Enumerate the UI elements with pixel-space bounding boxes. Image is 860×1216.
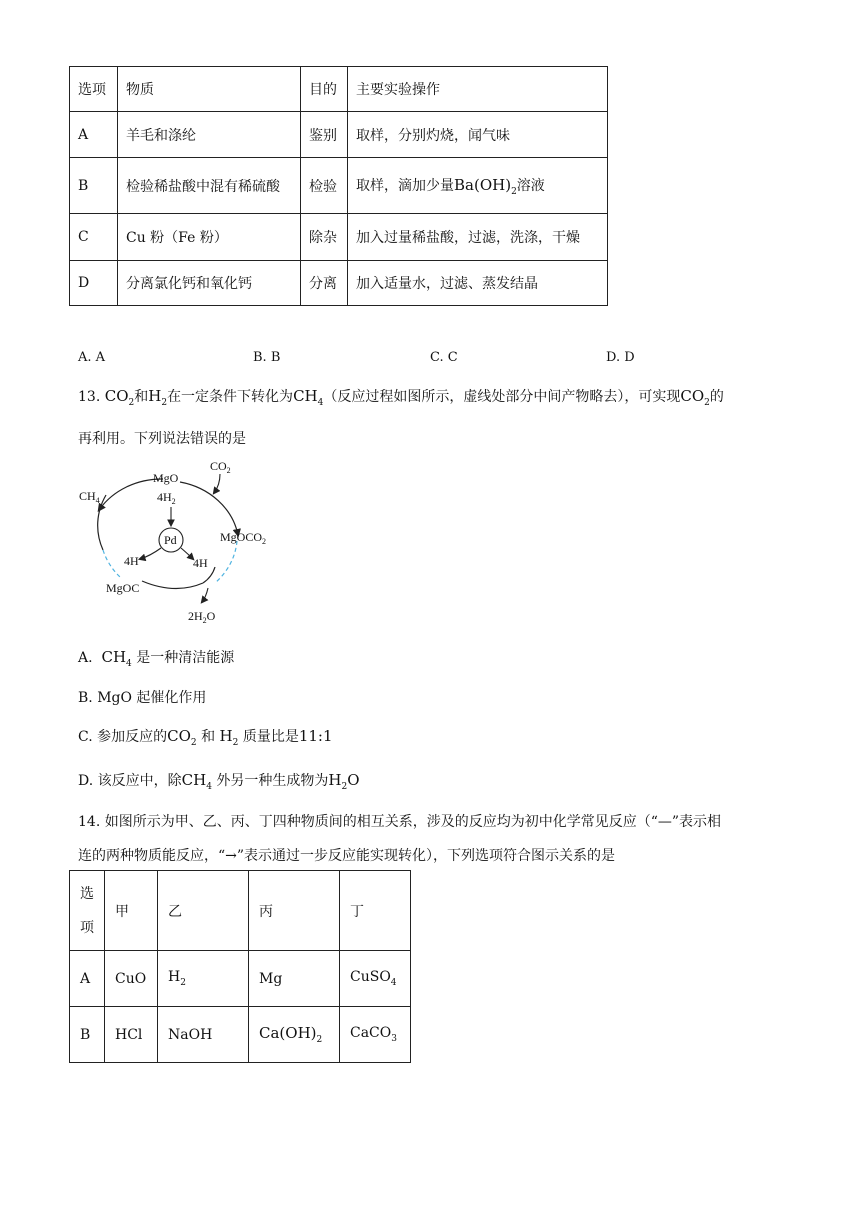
question12-table — [69, 66, 608, 306]
header-ding: 丁 — [340, 871, 411, 951]
subscript: 2 — [511, 186, 517, 197]
label-mgo: MgO — [153, 471, 179, 485]
label-2h2o: $2H_2O$ — [188, 609, 216, 625]
question13-stem: 13. $CO_2$和$H_2$在一定条件下转化为$CH_4$（反应过程如图所示，虚线处部分中间产物略去），可实现$CO_2$的 — [78, 387, 724, 408]
label-4h-left: 4H — [124, 554, 139, 568]
label-mgoc: MgOC — [106, 581, 140, 595]
label-mgoco2: MgOCO$_2$ — [220, 530, 267, 546]
row-option: B — [70, 1007, 105, 1063]
dashed-right — [215, 541, 237, 583]
label-4h2: $4H_2$ — [157, 490, 176, 506]
table-row — [70, 261, 608, 306]
cell-jia: HCl — [105, 1007, 158, 1063]
row-option: A — [70, 112, 118, 158]
option-a: A. A — [78, 350, 106, 365]
row-option: A — [70, 951, 105, 1007]
header-bing: 丙 — [249, 871, 340, 951]
header-purpose: 目的 — [301, 67, 348, 112]
dashed-left — [103, 550, 120, 577]
question13-stem-line2: 再利用。下列说法错误的是 — [78, 431, 246, 447]
co2-arrow — [214, 474, 220, 493]
table-row — [70, 214, 608, 261]
option-d: D. D — [606, 350, 635, 365]
row-purpose: 除杂 — [301, 214, 348, 261]
row-operation: 取样，分别灼烧，闻气味 — [348, 112, 608, 158]
op-text: 溶液 — [516, 177, 545, 194]
pd-right-arrow — [181, 548, 193, 559]
q13-option-a: A. $CH_4$ 是一种清洁能源 — [78, 648, 235, 669]
q13-option-b: B. MgO 起催化作用 — [78, 690, 207, 706]
cell-yi: NaOH — [158, 1007, 249, 1063]
row-substance: 分离氯化钙和氧化钙 — [118, 261, 301, 306]
option-b: B. B — [253, 350, 281, 365]
row-substance: 检验稀盐酸中混有稀硫酸 — [118, 158, 301, 214]
row-operation: 加入适量水，过滤、蒸发结晶 — [348, 261, 608, 306]
table-row — [70, 158, 608, 214]
row-option: B — [70, 158, 118, 214]
row-purpose: 鉴别 — [301, 112, 348, 158]
row-operation: 加入过量稀盐酸，过滤，洗涤，干燥 — [348, 214, 608, 261]
row-option: C — [70, 214, 118, 261]
table-header-row — [70, 67, 608, 112]
op-text: 取样，滴加少量 — [356, 177, 454, 194]
header-option: 选项 — [70, 67, 118, 112]
question14-table — [69, 870, 411, 1063]
table-row — [70, 1007, 411, 1063]
row-purpose: 检验 — [301, 158, 348, 214]
header-option: 选项 — [70, 871, 105, 951]
cell-ding: CaCO$_3$ — [340, 1007, 411, 1063]
label-ch4: $CH_4$ — [79, 489, 100, 505]
h2o-arrow — [202, 588, 208, 602]
cell-bing: Mg — [249, 951, 340, 1007]
option-c: C. C — [430, 350, 458, 365]
label-pd: Pd — [164, 533, 177, 547]
chem-formula: Ba(OH) — [454, 175, 512, 194]
cell-ding: CuSO$_4$ — [340, 951, 411, 1007]
label-co2: $CO_2$ — [210, 459, 231, 475]
header-jia: 甲 — [105, 871, 158, 951]
table-header-row — [70, 871, 411, 951]
arc-bottom — [142, 581, 203, 589]
arc-upper-right — [180, 482, 238, 535]
question14-stem-line2: 连的两种物质能反应，“→”表示通过一步反应能实现转化），下列选项符合图示关系的是 — [78, 848, 616, 864]
q13-option-c: C. 参加反应的$CO_2$ 和 $H_2$ 质量比是11:1 — [78, 727, 333, 748]
table-row — [70, 951, 411, 1007]
table-row — [70, 112, 608, 158]
header-substance: 物质 — [118, 67, 301, 112]
question14-stem-line1: 14. 如图所示为甲、乙、丙、丁四种物质间的相互关系，涉及的反应均为初中化学常见反应（“—”表示相 — [78, 814, 722, 830]
row-purpose: 分离 — [301, 261, 348, 306]
cell-jia: CuO — [105, 951, 158, 1007]
row-substance: 羊毛和涤纶 — [118, 112, 301, 158]
reaction-cycle-diagram — [70, 455, 290, 630]
row-option: D — [70, 261, 118, 306]
header-yi: 乙 — [158, 871, 249, 951]
cell-yi: $H_2$ — [158, 951, 249, 1007]
pd-left-arrow — [140, 548, 161, 559]
header-operation: 主要实验操作 — [348, 67, 608, 112]
row-substance: Cu 粉（Fe 粉） — [118, 214, 301, 261]
cell-bing: $Ca(OH)_2$ — [249, 1007, 340, 1063]
row-operation — [348, 158, 608, 214]
label-4h-right: 4H — [193, 556, 208, 570]
q13-option-d: D. 该反应中，除$CH_4$ 外另一种生成物为$H_2O$ — [78, 771, 360, 792]
